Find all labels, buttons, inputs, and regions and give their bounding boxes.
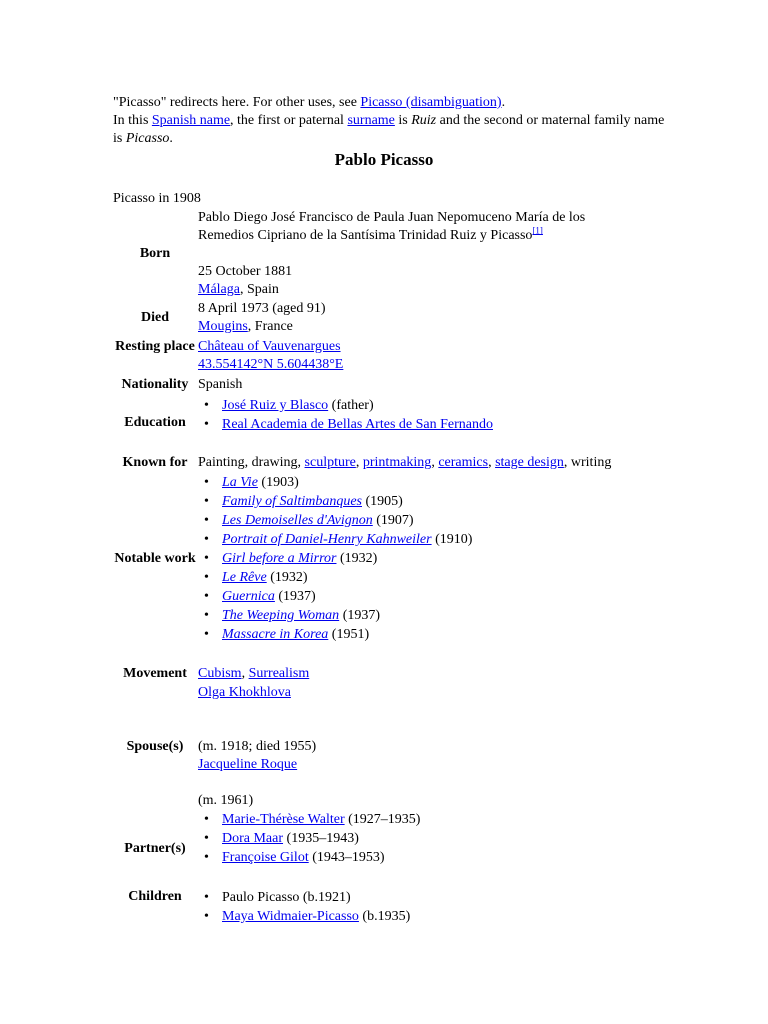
movement-sep: , xyxy=(241,666,249,681)
partner-link[interactable]: Marie-Thérèse Walter xyxy=(222,812,345,827)
hatnote-text: "Picasso" redirects here. For other uses, see xyxy=(113,95,361,110)
hatnote-text: . xyxy=(169,131,173,146)
work-link[interactable]: The Weeping Woman xyxy=(222,608,340,623)
work-year: (1951) xyxy=(328,627,370,642)
partner-link[interactable]: Françoise Gilot xyxy=(222,850,309,865)
surname-picasso: Picasso xyxy=(125,131,170,146)
born-place xyxy=(198,281,279,299)
movement-value xyxy=(198,665,309,683)
died-label: Died xyxy=(141,310,169,325)
surname-ruiz: Ruiz xyxy=(411,113,437,128)
image-caption: Picasso in 1908 xyxy=(113,191,201,206)
died-place xyxy=(198,318,293,336)
jose-ruiz-link[interactable]: José Ruiz y Blasco xyxy=(222,398,329,413)
resting-place-value xyxy=(198,338,341,356)
hatnote-text: is xyxy=(394,113,412,128)
nationality-label: Nationality xyxy=(121,377,189,392)
chateau-link[interactable]: Château of Vauvenargues xyxy=(198,339,341,354)
sculpture-link[interactable]: sculpture xyxy=(304,455,356,470)
education-note: (father) xyxy=(328,398,374,413)
died-country: , France xyxy=(247,319,293,334)
spouse-1-dates: (m. 1918; died 1955) xyxy=(198,739,317,754)
mougins-link[interactable]: Mougins xyxy=(198,319,248,334)
education-label: Education xyxy=(124,415,186,430)
work-link[interactable]: Massacre in Korea xyxy=(222,627,329,642)
ceramics-link[interactable]: ceramics xyxy=(438,455,489,470)
work-year: (1932) xyxy=(266,570,308,585)
partner-years: (1927–1935) xyxy=(344,812,421,827)
printmaking-link[interactable]: printmaking xyxy=(362,455,432,470)
work-link[interactable]: Portrait of Daniel-Henry Kahnweiler xyxy=(222,532,432,547)
known-for-text: , writing xyxy=(563,455,612,470)
full-name-line: Remedios Cipriano de la Santísima Trinidad Ruiz y Picasso xyxy=(198,228,533,243)
hatnote xyxy=(113,94,673,148)
known-for-text: , xyxy=(431,455,439,470)
born-full-name xyxy=(198,209,585,227)
spouse-1 xyxy=(198,684,291,702)
notable-work-item xyxy=(222,474,299,492)
spouse-2-dates: (m. 1961) xyxy=(198,793,254,808)
jacqueline-roque-link[interactable]: Jacqueline Roque xyxy=(198,757,298,772)
partner-item xyxy=(222,811,420,829)
born-label: Born xyxy=(139,246,171,261)
known-for-value xyxy=(198,454,611,472)
known-for-text: , xyxy=(355,455,363,470)
spouse-2 xyxy=(198,756,297,774)
work-link[interactable]: Guernica xyxy=(222,589,275,604)
notable-work-item xyxy=(222,588,316,606)
partner-item xyxy=(222,849,385,867)
education-item xyxy=(222,416,493,434)
malaga-link[interactable]: Málaga xyxy=(198,282,240,297)
partner-years: (1943–1953) xyxy=(308,850,385,865)
work-year: (1937) xyxy=(274,589,316,604)
work-year: (1932) xyxy=(336,551,378,566)
work-link[interactable]: Family of Saltimbanques xyxy=(222,494,362,509)
work-year: (1910) xyxy=(431,532,473,547)
resting-place-label: Resting place xyxy=(115,339,195,354)
notable-work-item xyxy=(222,493,403,511)
born-full-name-2 xyxy=(198,227,543,245)
known-for-text: Painting, drawing, xyxy=(198,455,305,470)
born-date: 25 October 1881 xyxy=(198,264,293,279)
work-year: (1907) xyxy=(372,513,414,528)
academia-link[interactable]: Real Academia de Bellas Artes de San Fernando xyxy=(222,417,493,432)
surname-link[interactable]: surname xyxy=(347,113,395,128)
child-name: Paulo Picasso (b.1921) xyxy=(222,890,351,905)
disambiguation-link[interactable]: Picasso (disambiguation) xyxy=(360,95,502,110)
spanish-name-link[interactable]: Spanish name xyxy=(151,113,231,128)
education-item xyxy=(222,397,374,415)
work-link[interactable]: Le Rêve xyxy=(222,570,267,585)
movement-label: Movement xyxy=(123,666,187,681)
coordinates xyxy=(198,356,343,374)
born-country: , Spain xyxy=(239,282,279,297)
work-link[interactable]: Les Demoiselles d'Avignon xyxy=(222,513,373,528)
notable-work-item xyxy=(222,626,369,644)
infobox-title: Pablo Picasso xyxy=(334,150,434,169)
hatnote-text: In this xyxy=(113,113,152,128)
known-for-label: Known for xyxy=(122,455,188,470)
reference-link[interactable]: [1] xyxy=(532,225,543,236)
nationality-value: Spanish xyxy=(198,377,243,392)
work-year: (1937) xyxy=(339,608,381,623)
partner-item xyxy=(222,830,359,848)
hatnote-text: . xyxy=(501,95,506,110)
children-label: Children xyxy=(128,889,182,904)
spouses-label: Spouse(s) xyxy=(126,739,184,754)
stage-design-link[interactable]: stage design xyxy=(495,455,564,470)
work-link[interactable]: Girl before a Mirror xyxy=(222,551,337,566)
notable-work-item xyxy=(222,512,414,530)
child-item xyxy=(222,908,410,926)
maya-widmaier-picasso-link[interactable]: Maya Widmaier-Picasso xyxy=(222,909,359,924)
cubism-link[interactable]: Cubism xyxy=(198,666,242,681)
notable-work-item xyxy=(222,550,377,568)
died-date: 8 April 1973 (aged 91) xyxy=(198,301,326,316)
notable-work-item xyxy=(222,569,308,587)
notable-work-label: Notable work xyxy=(114,551,196,566)
full-name-line: Pablo Diego José Francisco de Paula Juan Nepomuceno María de los xyxy=(198,210,586,225)
partner-link[interactable]: Dora Maar xyxy=(222,831,284,846)
work-year: (1905) xyxy=(362,494,403,509)
child-item xyxy=(222,889,351,907)
hatnote-text: and the second or maternal family name is xyxy=(113,113,665,146)
partner-years: (1935–1943) xyxy=(283,831,359,846)
known-for-text: , xyxy=(488,455,496,470)
work-link[interactable]: La Vie xyxy=(222,475,258,490)
hatnote-text: , the first or paternal xyxy=(230,113,348,128)
coordinates-link[interactable]: 43.554142°N 5.604438°E xyxy=(198,357,344,372)
olga-khokhlova-link[interactable]: Olga Khokhlova xyxy=(198,685,291,700)
surrealism-link[interactable]: Surrealism xyxy=(248,666,310,681)
child-birth: (b.1935) xyxy=(358,909,411,924)
partners-label: Partner(s) xyxy=(124,841,186,856)
work-year: (1903) xyxy=(257,475,299,490)
notable-work-item xyxy=(222,607,380,625)
notable-work-item xyxy=(222,531,472,549)
